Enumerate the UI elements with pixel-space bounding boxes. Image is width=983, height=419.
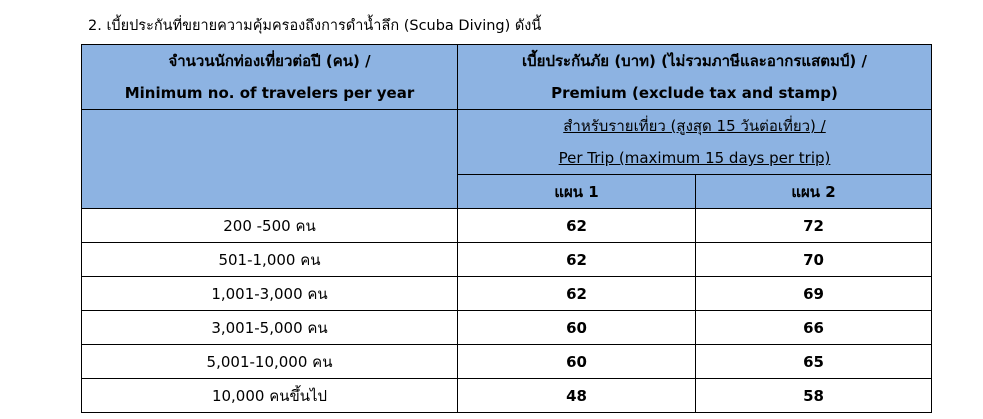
plan-1-cell: 60	[458, 345, 696, 379]
table-row	[82, 209, 932, 243]
plan-1-cell: 62	[458, 209, 696, 243]
per-trip-header-th: สำหรับรายเที่ยว (สูงสุด 15 วันต่อเที่ยว) /	[458, 110, 932, 143]
travelers-cell: 10,000 คนขึ้นไป	[82, 379, 458, 413]
section-heading: 2. เบี้ยประกันที่ขยายความคุ้มครองถึงการดำน้ำลึก (Scuba Diving) ดังนี้	[88, 18, 542, 34]
table-row	[82, 243, 932, 277]
plan-1-cell: 60	[458, 311, 696, 345]
plan-1-cell: 62	[458, 277, 696, 311]
premium-table	[81, 44, 932, 413]
table-row	[82, 345, 932, 379]
plan-1-cell: 62	[458, 243, 696, 277]
plan-2-header: แผน 2	[696, 175, 932, 209]
premium-header-en: Premium (exclude tax and stamp)	[458, 77, 932, 110]
travelers-cell: 200 -500 คน	[82, 209, 458, 243]
travelers-header-blank	[82, 110, 458, 143]
plan-2-cell: 69	[696, 277, 932, 311]
table-row	[82, 277, 932, 311]
plan-1-header: แผน 1	[458, 175, 696, 209]
plan-2-cell: 70	[696, 243, 932, 277]
plan-2-cell: 72	[696, 209, 932, 243]
plan-2-cell: 66	[696, 311, 932, 345]
travelers-cell: 501-1,000 คน	[82, 243, 458, 277]
per-trip-header-en: Per Trip (maximum 15 days per trip)	[458, 142, 932, 175]
travelers-cell: 1,001-3,000 คน	[82, 277, 458, 311]
plan-1-cell: 48	[458, 379, 696, 413]
travelers-header-blank	[82, 142, 458, 175]
travelers-header-blank	[82, 175, 458, 209]
travelers-header-th: จำนวนนักท่องเที่ยวต่อปี (คน) /	[82, 45, 458, 78]
travelers-cell: 3,001-5,000 คน	[82, 311, 458, 345]
table-row	[82, 379, 932, 413]
plan-2-cell: 58	[696, 379, 932, 413]
table-row	[82, 311, 932, 345]
travelers-cell: 5,001-10,000 คน	[82, 345, 458, 379]
plan-2-cell: 65	[696, 345, 932, 379]
travelers-header-en: Minimum no. of travelers per year	[82, 77, 458, 110]
premium-header-th: เบี้ยประกันภัย (บาท) (ไม่รวมภาษีและอากรแสตมป์) /	[458, 45, 932, 78]
